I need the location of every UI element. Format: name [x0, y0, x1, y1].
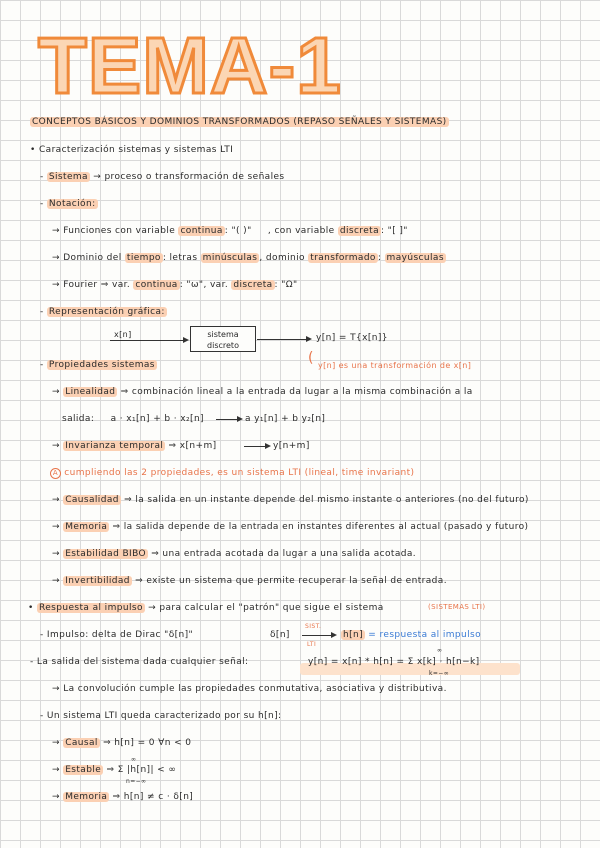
convolution-formula: y[n] = x[n] * h[n] = Σ x[k] · h[n−k] — [308, 657, 480, 667]
line-linealidad: → Linealidad ⇒ combinación lineal a la entrada da lugar a la misma combinación a la — [52, 387, 473, 397]
line-memoria: → Memoria ⇒ la salida depende de la entrada en instantes diferentes al actual (pasado y futuro) — [52, 522, 529, 532]
line-invertibilidad: → Invertibilidad ⇒ existe un sistema que permite recuperar la señal de entrada. — [52, 576, 447, 586]
diagram-system-box: sistema discreto — [190, 326, 256, 352]
line-respuesta-impulso: • Respuesta al impulso → para calcular el "patrón" que sigue el sistema — [28, 603, 384, 613]
line-invarianza: → Invarianza temporal ⇒ x[n+m] — [52, 441, 217, 451]
line-dominio: → Dominio del tiempo : letras minúsculas , dominio transformado : mayúsculas — [52, 253, 444, 263]
line-salida-lineal: salida: a · x₁[n] + b · x₂[n] — [62, 414, 204, 424]
convolution-sup: ∞ — [437, 647, 443, 654]
line-salida: - La salida del sistema dada cualquier señal: — [30, 657, 249, 667]
line-propiedades: - Propiedades sistemas — [40, 360, 155, 370]
invarianza-arrow — [244, 446, 266, 447]
diagram-output-label: y[n] = T{x[n]} — [316, 333, 388, 343]
line-representacion: - Representación gráfica: — [40, 307, 165, 317]
diagram-input-arrow — [110, 340, 184, 341]
linealidad-arrowhead — [237, 416, 243, 422]
convolution-sub: k=−∞ — [429, 670, 450, 677]
invarianza-arrowhead — [265, 443, 271, 449]
line-sistema: - Sistema → proceso o transformación de señales — [40, 172, 285, 182]
estable-sub: n=−∞ — [126, 778, 147, 785]
page-title: TEMA-1 — [38, 21, 342, 110]
diagram-note-brace: ( — [308, 350, 314, 366]
linealidad-arrow — [216, 419, 238, 420]
line-fourier: → Fourier ⇒ var. continua : "ω", var. discreta : "Ω" — [52, 280, 298, 290]
diagram-input-label: x[n] — [114, 330, 132, 339]
diagram-output-arrow — [257, 339, 307, 340]
estable-sup: ∞ — [131, 756, 137, 763]
impulso-h: h[n] = respuesta al impulso — [343, 630, 482, 640]
line-lti-note: A cumpliendo las 2 propiedades, es un sistema LTI (lineal, time invariant) — [50, 468, 414, 479]
line-convolucion: → La convolución cumple las propiedades conmutativa, asociativa y distributiva. — [52, 684, 447, 694]
line-causalidad: → Causalidad ⇒ la salida en un instante depende del mismo instante o anteriores (no del futuro) — [52, 495, 529, 505]
line-invarianza-out: y[n+m] — [273, 441, 310, 451]
line-caracterizacion: • Caracterización sistemas y sistemas LTI — [30, 145, 234, 155]
line-causal: → Causal ⇒ h[n] = 0 ∀n < 0 — [52, 738, 192, 748]
line-estabilidad: → Estabilidad BIBO ⇒ una entrada acotada da lugar a una salida acotada. — [52, 549, 417, 559]
line-estable: → Estable ⇒ Σ |h[n]| < ∞ — [52, 765, 177, 775]
impulso-delta: δ[n] — [270, 630, 290, 640]
impulso-arrow — [302, 635, 332, 636]
line-funciones: → Funciones con variable continua : "( )" , con variable discreta : "[ ]" — [52, 226, 408, 236]
diagram-output-arrowhead — [306, 336, 312, 342]
line-memoria-lti: → Memoria ⇒ h[n] ≠ c · δ[n] — [52, 792, 194, 802]
line-salida-lineal-out: a y₁[n] + b y₂[n] — [245, 414, 326, 424]
line-lti-caracterizado: - Un sistema LTI queda caracterizado por su h[n]: — [40, 711, 282, 721]
diagram-note: y[n] es una transformación de x[n] — [318, 361, 472, 370]
line-impulso: - Impulso: delta de Dirac "δ[n]" — [40, 630, 194, 640]
sist-label: SIST. — [305, 623, 322, 630]
diagram-input-arrowhead — [183, 337, 189, 343]
lti-label: LTI — [307, 641, 317, 648]
subtitle: CONCEPTOS BÁSICOS Y DOMINIOS TRANSFORMADOS (REPASO SEÑALES Y SISTEMAS) — [32, 117, 447, 127]
lti-tag: (SISTEMAS LTI) — [428, 603, 486, 611]
impulso-arrowhead — [331, 632, 337, 638]
line-notacion: - Notación: — [40, 199, 96, 209]
